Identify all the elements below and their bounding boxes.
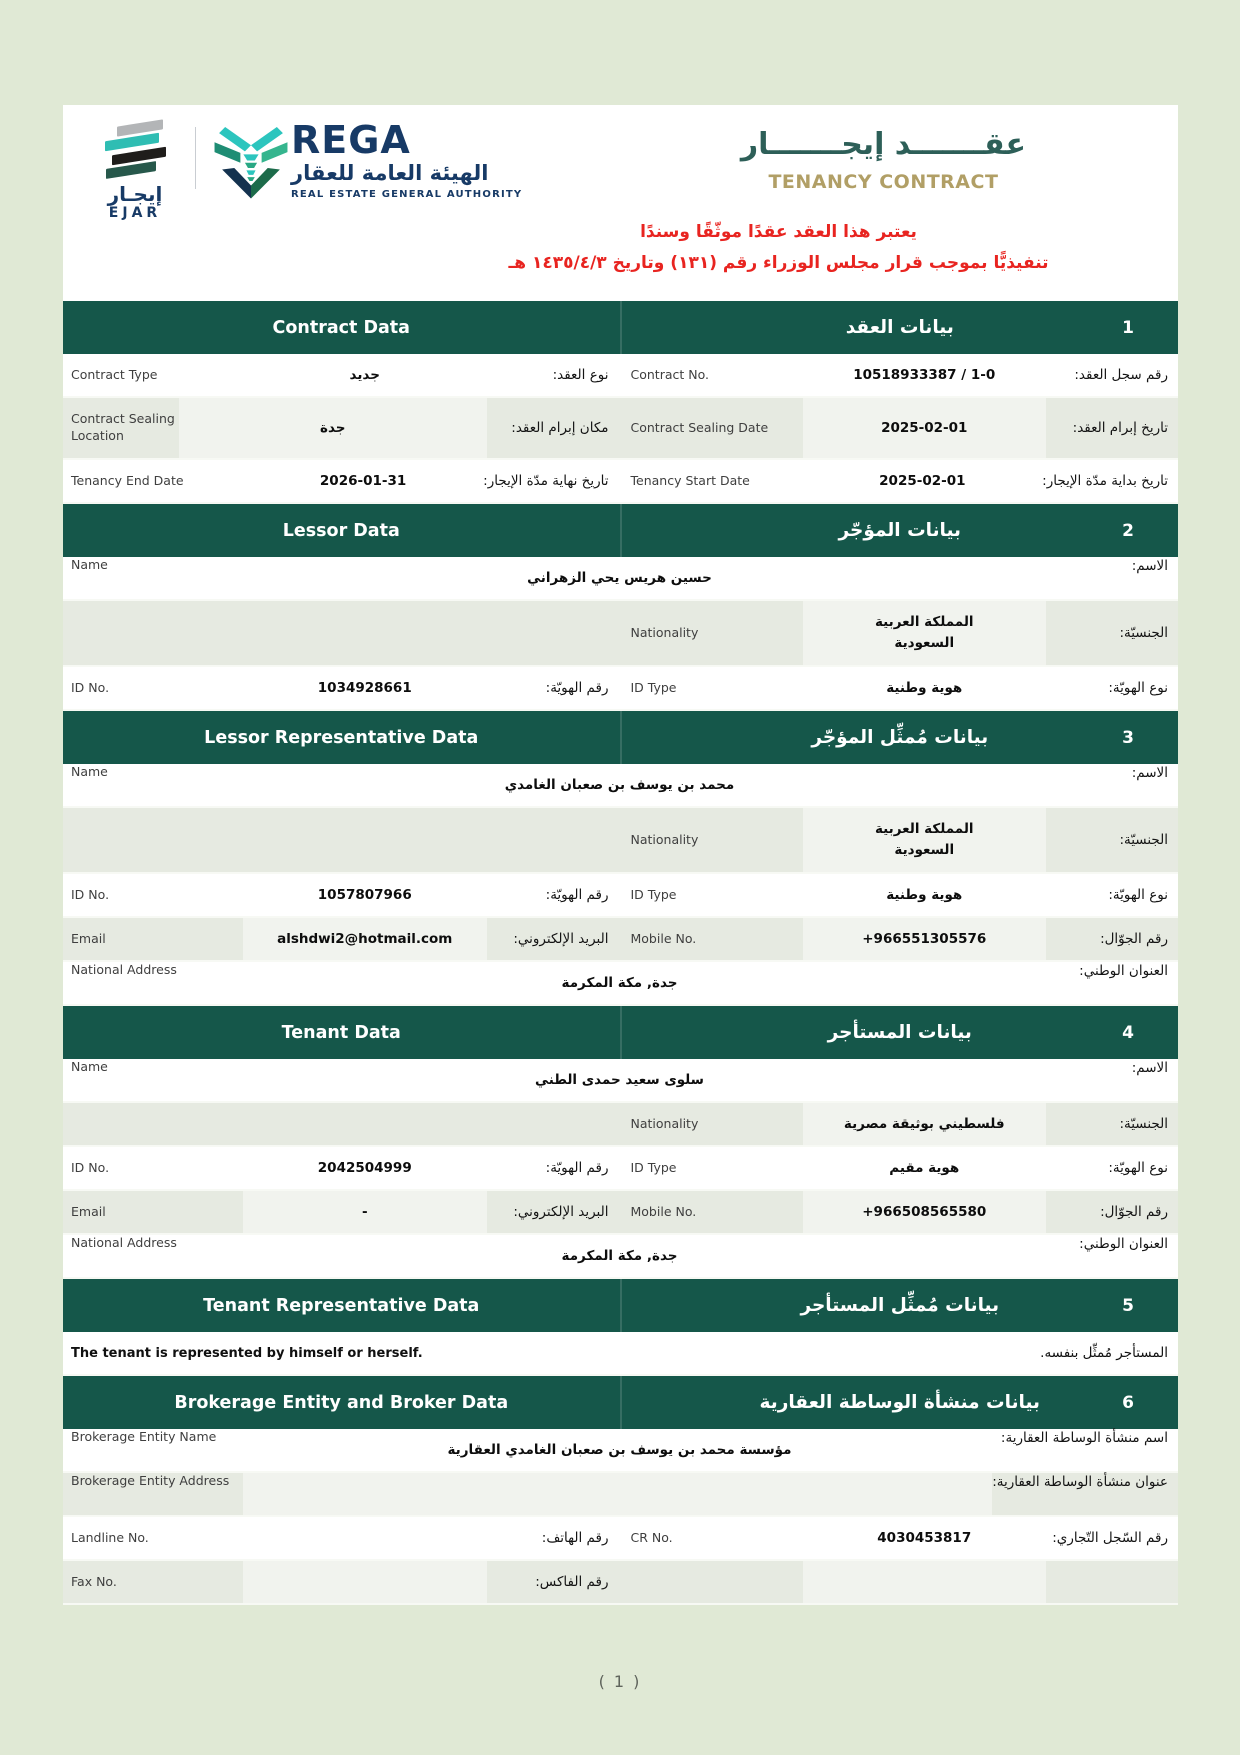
row-tenant-self-represented <box>63 1332 1178 1376</box>
legal-notice <box>393 217 1164 278</box>
label-ar: رقم الجوّال: <box>1100 930 1168 947</box>
section-header-tenant-data <box>63 1006 1178 1059</box>
field-lessor-rep-nationality <box>621 808 1179 872</box>
label-ar: رقم الهويّة: <box>545 886 609 903</box>
label-en: Nationality <box>630 831 699 847</box>
label-ar: الاسم: <box>1131 765 1168 781</box>
value: حسين هريس يحي الزهراني <box>527 569 712 586</box>
label-ar: الجنسيّة: <box>1119 624 1168 641</box>
value: 10518933387 / 1-0 <box>853 366 996 383</box>
field-contract-no <box>621 354 1179 396</box>
field-lessor-id-type <box>621 667 1179 709</box>
value: هوية وطنية <box>886 886 963 903</box>
label-ar: الاسم: <box>1131 558 1168 574</box>
row-fax <box>63 1561 1178 1605</box>
row-lessor-rep-id <box>63 874 1178 918</box>
value: 2025-02-01 <box>881 419 968 436</box>
label-ar: رقم الهاتف: <box>541 1529 609 1546</box>
label-ar: البريد الإلكتروني: <box>513 1203 609 1220</box>
section-number: 5 <box>1122 1295 1134 1316</box>
row-tenant-name <box>63 1059 1178 1103</box>
row-tenant-address <box>63 1235 1178 1279</box>
value-cell <box>243 1561 487 1603</box>
value: جدة <box>320 419 346 436</box>
row-lessor-rep-name <box>63 764 1178 808</box>
row-tenant-id <box>63 1147 1178 1191</box>
rega-palm-icon <box>213 121 289 209</box>
ejar-logo <box>85 123 185 221</box>
section-header-lessor-data <box>63 504 1178 557</box>
label-en: Landline No. <box>71 1529 149 1545</box>
field-cr-no <box>621 1517 1179 1559</box>
statement-en: The tenant is represented by himself or herself. <box>71 1345 423 1361</box>
label-ar: البريد الإلكتروني: <box>513 930 609 947</box>
section-number: 3 <box>1122 727 1134 748</box>
value-cell <box>179 398 487 458</box>
label-en: ID Type <box>630 679 677 695</box>
section-title-en: Lessor Representative Data <box>63 711 622 764</box>
empty-cell <box>63 601 621 665</box>
label-en: Email <box>71 1203 106 1219</box>
value-cell <box>243 460 483 502</box>
field-sealing-date <box>621 398 1179 458</box>
field-lessor-rep-mobile <box>621 918 1179 960</box>
document-title-english: TENANCY CONTRACT <box>768 171 999 193</box>
value-cell <box>803 667 1047 709</box>
field-lessor-rep-email <box>63 918 621 960</box>
label-ar: نوع الهويّة: <box>1108 679 1168 696</box>
label-en: ID Type <box>630 886 677 902</box>
label-ar: رقم سجل العقد: <box>1074 366 1168 383</box>
section-header-brokerage-data <box>63 1376 1178 1429</box>
section-title-en: Brokerage Entity and Broker Data <box>63 1376 622 1429</box>
label-ar: الجنسيّة: <box>1119 1115 1168 1132</box>
value: سلوى سعيد حمدى الطني <box>535 1071 704 1088</box>
field-lessor-id-no <box>63 667 621 709</box>
value-cell <box>243 1191 487 1233</box>
row-cr-landline <box>63 1517 1178 1561</box>
label-ar: رقم الهويّة: <box>545 1159 609 1176</box>
label-ar: رقم الفاكس: <box>535 1573 609 1590</box>
value-cell <box>243 1473 992 1515</box>
value-cell <box>803 1191 1047 1233</box>
label-en: ID No. <box>71 679 110 695</box>
card-header <box>63 105 1178 301</box>
value-cell <box>243 667 487 709</box>
value: 1034928661 <box>317 679 412 696</box>
field-lessor-rep-id-no <box>63 874 621 916</box>
label-en: Contract Sealing Date <box>630 419 769 435</box>
legal-notice-line1: يعتبر هذا العقد عقدًا موثّقًا وسندًا <box>640 222 917 242</box>
value: +966508565580 <box>862 1203 987 1220</box>
row-tenancy-dates <box>63 460 1178 504</box>
row-lessor-rep-address <box>63 962 1178 1006</box>
row-contract-no-type <box>63 354 1178 398</box>
label-en: Tenancy Start Date <box>630 472 750 488</box>
section-title-ar: بيانات مُمثِّل المستأجر <box>800 1295 1000 1316</box>
value-cell <box>243 354 487 396</box>
label-en: Nationality <box>630 1115 699 1131</box>
label-en: Name <box>71 764 108 779</box>
label-ar: العنوان الوطني: <box>1079 1236 1168 1252</box>
logo-divider <box>195 127 196 189</box>
value-cell <box>803 1103 1047 1145</box>
field-tenant-id-type <box>621 1147 1179 1189</box>
document-title-arabic: عقـــــــد إيجـــــــار <box>740 127 1026 162</box>
label-ar: اسم منشأة الوساطة العقارية: <box>1000 1430 1168 1446</box>
label-en: Mobile No. <box>630 930 697 946</box>
section-title-en: Lessor Data <box>63 504 622 557</box>
label-en: Name <box>71 1059 108 1074</box>
label-en: Contract Type <box>71 366 158 382</box>
row-tenant-contact <box>63 1191 1178 1235</box>
empty-cell <box>621 1561 1179 1603</box>
section-title-ar: بيانات المستأجر <box>827 1022 972 1043</box>
value: جدة, مكة المكرمة <box>561 974 678 991</box>
ejar-logo-latin: EJAR <box>108 205 162 221</box>
field-tenancy-end-date <box>63 460 621 502</box>
label-ar: رقم الهويّة: <box>545 679 609 696</box>
section-header-tenant-rep-data <box>63 1279 1178 1332</box>
field-tenant-email <box>63 1191 621 1233</box>
section-title-ar: بيانات المؤجّر <box>838 520 961 541</box>
field-landline-no <box>63 1517 621 1559</box>
label-ar: تاريخ نهاية مدّة الإيجار: <box>483 472 609 489</box>
field-contract-type <box>63 354 621 396</box>
empty-cell <box>63 808 621 872</box>
value: مؤسسة محمد بن يوسف بن صعبان الغامدي العقارية <box>447 1441 792 1458</box>
label-ar: عنوان منشأة الوساطة العقارية: <box>992 1474 1168 1490</box>
section-number: 1 <box>1122 317 1134 338</box>
value-cell <box>803 601 1047 665</box>
rega-logo <box>213 118 523 209</box>
label-ar: رقم الجوّال: <box>1100 1203 1168 1220</box>
section-number: 2 <box>1122 520 1134 541</box>
section-title-ar: بيانات منشأة الوساطة العقارية <box>759 1392 1040 1413</box>
label-ar: نوع الهويّة: <box>1108 886 1168 903</box>
value: فلسطيني بوثيقة مصرية <box>843 1115 1005 1132</box>
value-cell <box>243 874 487 916</box>
section-header-lessor-rep-data <box>63 711 1178 764</box>
label-en: ID Type <box>630 1159 677 1175</box>
label-en: Mobile No. <box>630 1203 697 1219</box>
row-brokerage-entity-address <box>63 1473 1178 1517</box>
label-ar: الجنسيّة: <box>1119 831 1168 848</box>
label-en: Email <box>71 930 106 946</box>
label-en: Brokerage Entity Address <box>71 1473 230 1488</box>
field-tenancy-start-date <box>621 460 1179 502</box>
row-lessor-nationality <box>63 601 1178 667</box>
field-tenant-nationality <box>621 1103 1179 1145</box>
value-cell <box>243 1517 487 1559</box>
value: 4030453817 <box>877 1529 972 1546</box>
row-lessor-rep-contact <box>63 918 1178 962</box>
ejar-logo-arabic: إيجـار <box>107 182 163 206</box>
label-ar: تاريخ بداية مدّة الإيجار: <box>1042 472 1168 489</box>
value: المملكة العربية السعودية <box>874 614 974 651</box>
label-en: Fax No. <box>71 1573 117 1589</box>
value-cell <box>243 557 996 599</box>
row-lessor-name <box>63 557 1178 601</box>
value-cell <box>243 1429 996 1471</box>
value: 1057807966 <box>317 886 412 903</box>
field-lessor-rep-id-type <box>621 874 1179 916</box>
label-en: National Address <box>71 962 177 977</box>
page-number: ( 1 ) <box>598 1672 642 1691</box>
value-cell <box>243 1059 996 1101</box>
section-number: 4 <box>1122 1022 1134 1043</box>
section-title-en: Tenant Representative Data <box>63 1279 622 1332</box>
label-ar: نوع العقد: <box>552 366 609 383</box>
value-cell <box>243 1147 487 1189</box>
value: 2025-02-01 <box>879 472 966 489</box>
value-cell <box>803 808 1047 872</box>
contract-card <box>63 105 1178 1605</box>
row-sealing-date-location <box>63 398 1178 460</box>
statement-ar: المستأجر مُمثِّل بنفسه. <box>1040 1345 1168 1361</box>
value: +966551305576 <box>862 930 987 947</box>
label-ar: الاسم: <box>1131 1060 1168 1076</box>
label-en: Tenancy End Date <box>71 472 184 488</box>
value: محمد بن يوسف بن صعبان الغامدي <box>504 776 735 793</box>
ejar-stripes-icon <box>103 123 167 175</box>
section-title-ar: بيانات مُمثِّل المؤجّر <box>811 727 989 748</box>
value: المملكة العربية السعودية <box>874 821 974 858</box>
field-sealing-location <box>63 398 621 458</box>
field-lessor-nationality <box>621 601 1179 665</box>
rega-wordmark: REGA <box>291 118 411 162</box>
rega-logo-text <box>291 118 523 201</box>
label-en: ID No. <box>71 886 110 902</box>
label-en: ID No. <box>71 1159 110 1175</box>
label-en: Contract No. <box>630 366 709 382</box>
value-cell <box>243 918 487 960</box>
row-lessor-id <box>63 667 1178 711</box>
label-en: Contract Sealing Location <box>71 411 175 443</box>
label-en: Nationality <box>630 624 699 640</box>
value-cell <box>803 354 1047 396</box>
section-title-en: Tenant Data <box>63 1006 622 1059</box>
value-cell <box>243 962 996 1004</box>
field-tenant-id-no <box>63 1147 621 1189</box>
legal-notice-line2: تنفيذيًّا بموجب قرار مجلس الوزراء رقم (١٣١) وتاريخ ١٤٣٥/٤/٣ هـ <box>508 252 1049 273</box>
value-cell <box>243 764 996 806</box>
value: جديد <box>349 366 380 383</box>
value: هوية وطنية <box>886 679 963 696</box>
label-en: Name <box>71 557 108 572</box>
row-lessor-rep-nationality <box>63 808 1178 874</box>
section-header-contract-data <box>63 301 1178 354</box>
field-tenant-mobile <box>621 1191 1179 1233</box>
value: هوية مقيم <box>889 1159 960 1176</box>
label-ar: رقم السّجل التّجاري: <box>1052 1529 1168 1546</box>
row-tenant-nationality <box>63 1103 1178 1147</box>
value-cell <box>803 398 1047 458</box>
label-ar: تاريخ إبرام العقد: <box>1072 419 1168 436</box>
empty-cell <box>63 1103 621 1145</box>
value-cell <box>243 1235 996 1277</box>
section-title-ar: بيانات العقد <box>845 317 954 338</box>
value: 2042504999 <box>317 1159 412 1176</box>
value-cell <box>803 1517 1047 1559</box>
rega-arabic-name: الهيئة العامة للعقار <box>291 161 489 185</box>
label-en: CR No. <box>630 1529 673 1545</box>
value-cell <box>803 1561 1047 1603</box>
row-brokerage-entity-name <box>63 1429 1178 1473</box>
field-fax-no <box>63 1561 621 1603</box>
document-title <box>741 127 1026 193</box>
section-title-en: Contract Data <box>63 301 622 354</box>
value-cell <box>803 918 1047 960</box>
rega-english-name: REAL ESTATE GENERAL AUTHORITY <box>291 189 523 201</box>
value: - <box>361 1203 368 1220</box>
value-cell <box>803 1147 1047 1189</box>
section-number: 6 <box>1122 1392 1134 1413</box>
value: جدة, مكة المكرمة <box>561 1247 678 1264</box>
label-ar: مكان إبرام العقد: <box>511 419 609 436</box>
label-ar: نوع الهويّة: <box>1108 1159 1168 1176</box>
label-en: Brokerage Entity Name <box>71 1429 217 1444</box>
label-en: National Address <box>71 1235 177 1250</box>
value-cell <box>803 460 1043 502</box>
value: 2026-01-31 <box>319 472 407 489</box>
label-ar: العنوان الوطني: <box>1079 963 1168 979</box>
value-cell <box>803 874 1047 916</box>
value: alshdwi2@hotmail.com <box>277 930 453 947</box>
